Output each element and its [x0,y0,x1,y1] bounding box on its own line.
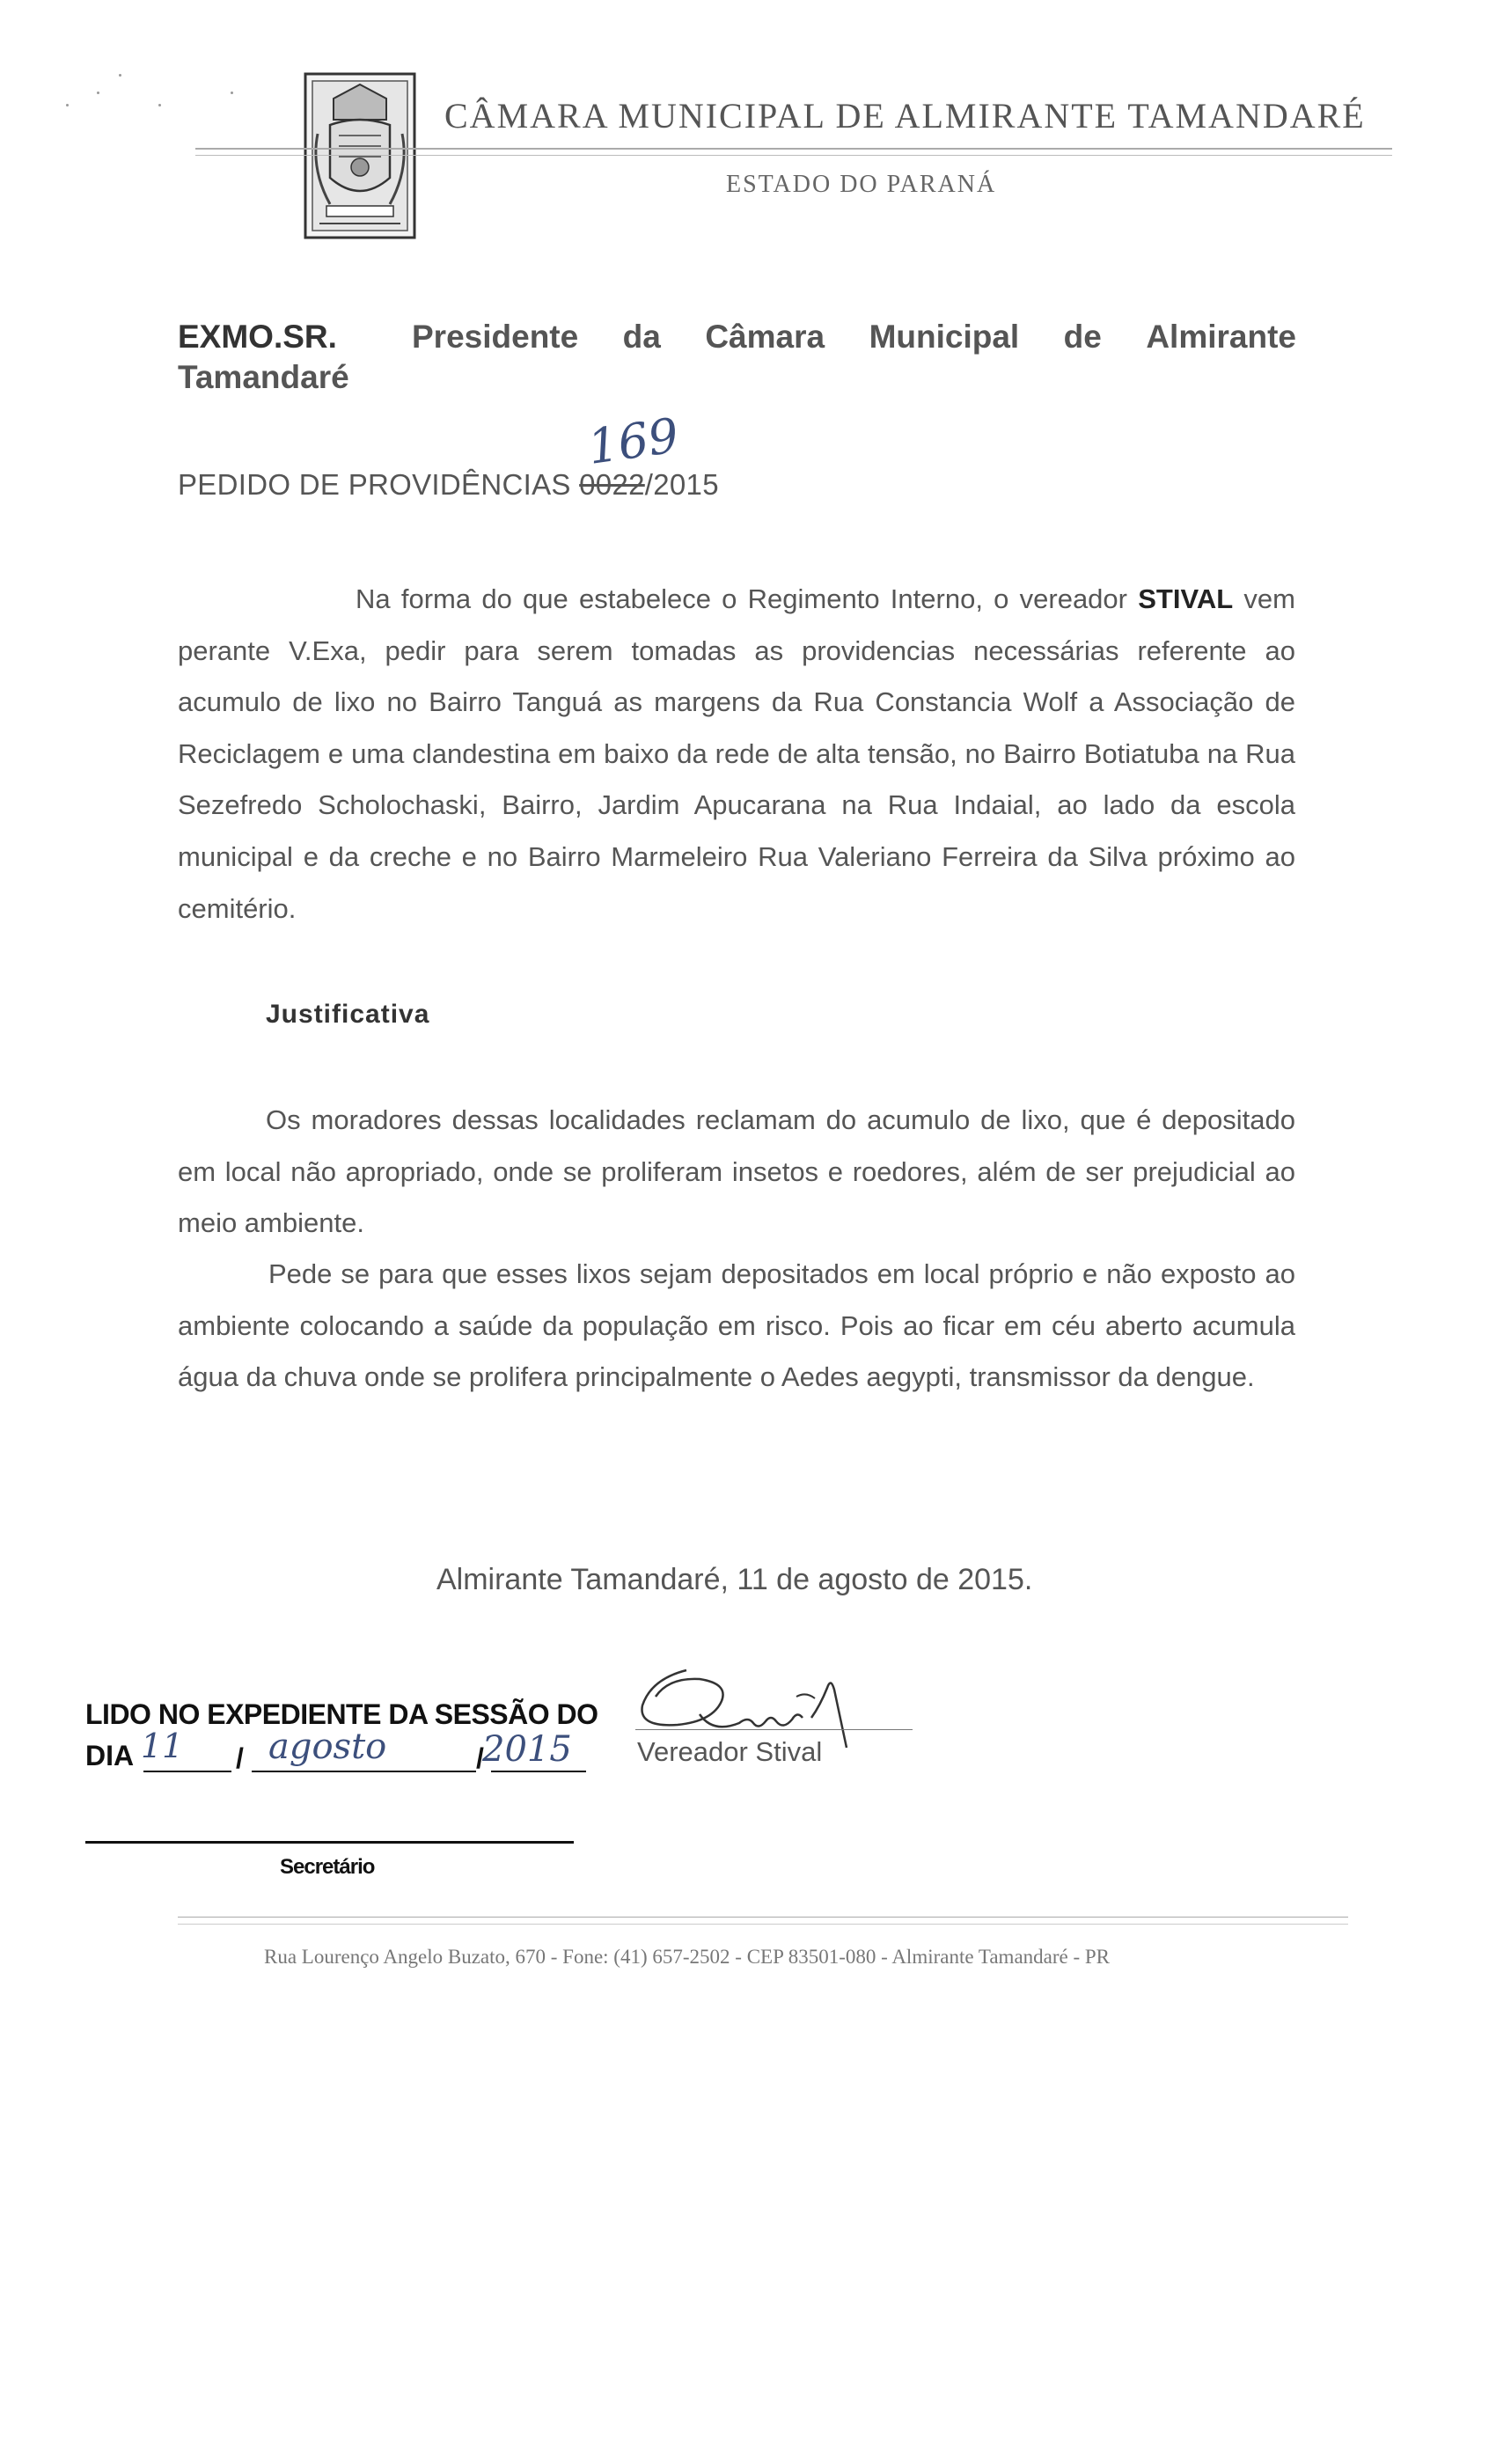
request-body [178,574,1295,935]
header-divider [195,148,1392,150]
secretary-label: Secretário [280,1855,375,1879]
reading-stamp-title: LIDO NO EXPEDIENTE DA SESSÃO DO [85,1698,598,1730]
justification-paragraph: Pede se para que esses lixos sejam depositados em local próprio e não exposto ao ambiente colocando a saúde da população em risco. Pois ao ficar em céu aberto acumula água da chuva onde se prolifera principalmente o Aedes aegypti, transmissor da dengue. [178,1258,1295,1393]
intro-text: Na forma do que estabelece o Regimento Interno, o vereador [356,583,1127,614]
addressee-word: Câmara [705,319,825,355]
scan-speck [158,104,161,106]
footer-divider [178,1917,1348,1918]
header-divider [195,155,1392,156]
signature-line [635,1729,913,1730]
stamp-month-line [252,1771,476,1772]
place-and-date: Almirante Tamandaré, 11 de agosto de 2015. [436,1563,1033,1596]
handwritten-day: 11 [141,1727,184,1765]
addressee-word: Presidente [412,319,579,355]
scan-speck [97,92,99,94]
state-subtitle: ESTADO DO PARANÁ [726,171,997,198]
scan-speck [119,74,121,77]
request-number-typed: 0022 [579,468,645,501]
addressee-word: Municipal [869,319,1020,355]
justification-body [178,1095,1295,1250]
justification-heading: Justificativa [266,1000,430,1029]
handwritten-request-number: 169 [584,407,682,475]
request-label: PEDIDO DE PROVIDÊNCIAS [178,468,571,501]
scan-speck [231,92,233,94]
addressee-word: da [622,319,661,355]
stamp-separator: / [476,1742,484,1774]
municipal-coat-of-arms-icon [304,72,416,239]
handwritten-month: agosto [268,1727,387,1767]
secretary-signature-line [85,1841,574,1844]
addressee-salutation: EXMO.SR. [178,319,337,355]
stamp-day-line [143,1771,231,1772]
signatory-name: Vereador Stival [637,1736,823,1767]
addressee-line-2: Tamandaré [178,359,349,395]
stamp-separator: / [236,1742,244,1774]
scan-speck [66,104,69,106]
reading-stamp-dia-label: DIA [85,1740,135,1771]
justification-body-2 [178,1249,1295,1404]
request-year: /2015 [644,468,719,501]
request-number-line [178,468,719,502]
handwritten-year: 2015 [482,1729,572,1770]
councilman-name: STIVAL [1138,583,1234,614]
institution-title: CÂMARA MUNICIPAL DE ALMIRANTE TAMANDARÉ [444,96,1366,136]
justification-paragraph: Os moradores dessas localidades reclamam do acumulo de lixo, que é depositado em local não apropriado, onde se proliferam insetos e roedores, além de ser prejudicial ao meio ambiente. [178,1104,1295,1239]
addressee-line [412,319,1296,356]
footer-divider [178,1924,1348,1925]
stamp-year-line [491,1771,586,1772]
footer-address: Rua Lourenço Angelo Buzato, 670 - Fone: (41) 657-2502 - CEP 83501-080 - Almirante Tamandaré - PR [264,1946,1111,1968]
intro-text-continued: vem perante V.Exa, pedir para serem tomadas as providencias necessárias referente ao acumulo de lixo no Bairro Tanguá as margens da Rua Constancia Wolf a Associação de Reciclagem e uma clandestina em baixo da rede de alta tensão, no Bairro Botiatuba na Rua Sezefredo Scholochaski, Bairro, Jardim Apucarana na Rua Indaial, ao lado da escola municipal e da creche e no Bairro Marmeleiro Rua Valeriano Ferreira da Silva próximo ao cemitério. [178,583,1295,924]
addressee-word: Almirante [1146,319,1296,355]
addressee-word: de [1063,319,1102,355]
